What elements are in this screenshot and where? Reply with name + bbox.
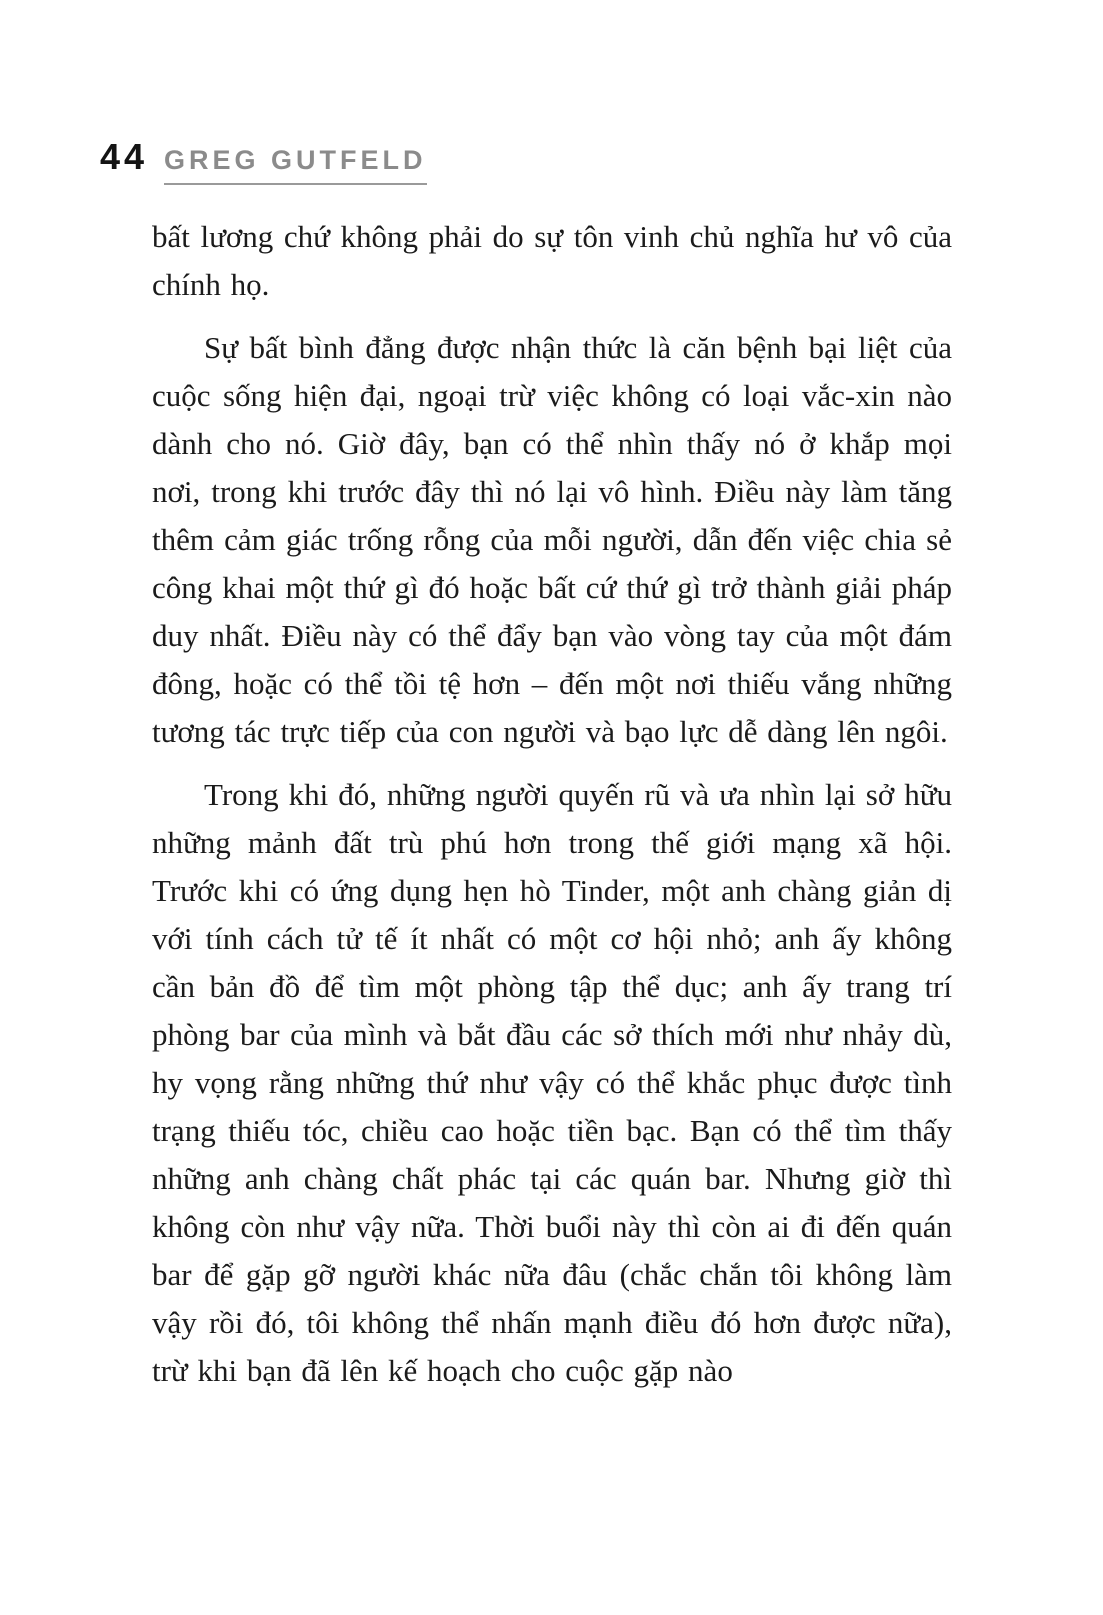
paragraph-2: Sự bất bình đẳng được nhận thức là căn bệnh bại liệt của cuộc sống hiện đại, ngoại trừ việc không có loại vắc-xin nào dành cho nó. Giờ đây, bạn có thể nhìn thấy nó ở khắp mọi nơi, trong khi trước đây thì nó lại vô hình. Điều này làm tăng thêm cảm giác trống rỗng của mỗi người, dẫn đến việc chia sẻ công khai một thứ gì đó hoặc bất cứ thứ gì trở thành giải pháp duy nhất. Điều này có thể đẩy bạn vào vòng tay của một đám đông, hoặc có thể tồi tệ hơn – đến một nơi thiếu vắng những tương tác trực tiếp của con người và bạo lực dễ dàng lên ngôi. [152, 330, 952, 749]
paragraph-3: Trong khi đó, những người quyến rũ và ưa nhìn lại sở hữu những mảnh đất trù phú hơn trong thế giới mạng xã hội. Trước khi có ứng dụng hẹn hò Tinder, một anh chàng giản dị với tính cách tử tế ít nhất có một cơ hội nhỏ; anh ấy không cần bản đồ để tìm một phòng tập thể dục; anh ấy trang trí phòng bar của mình và bắt đầu các sở thích mới như nhảy dù, hy vọng rằng những thứ như vậy có thể khắc phục được tình trạng thiếu tóc, chiều cao hoặc tiền bạc. Bạn có thể tìm thấy những anh chàng chất phác tại các quán bar. Nhưng giờ thì không còn như vậy nữa. Thời buổi này thì còn ai đi đến quán bar để gặp gỡ người khác nữa đâu (chắc chắn tôi không làm vậy rồi đó, tôi không thể nhấn mạnh điều đó hơn được nữa), trừ khi bạn đã lên kế hoạch cho cuộc gặp nào [152, 777, 952, 1388]
page-number: 44 [100, 136, 149, 177]
running-header-title: GREG GUTFELD [164, 145, 427, 185]
body-text [152, 213, 952, 1410]
page-header [100, 136, 427, 185]
paragraph-1: bất lương chứ không phải do sự tôn vinh chủ nghĩa hư vô của chính họ. [152, 219, 952, 302]
